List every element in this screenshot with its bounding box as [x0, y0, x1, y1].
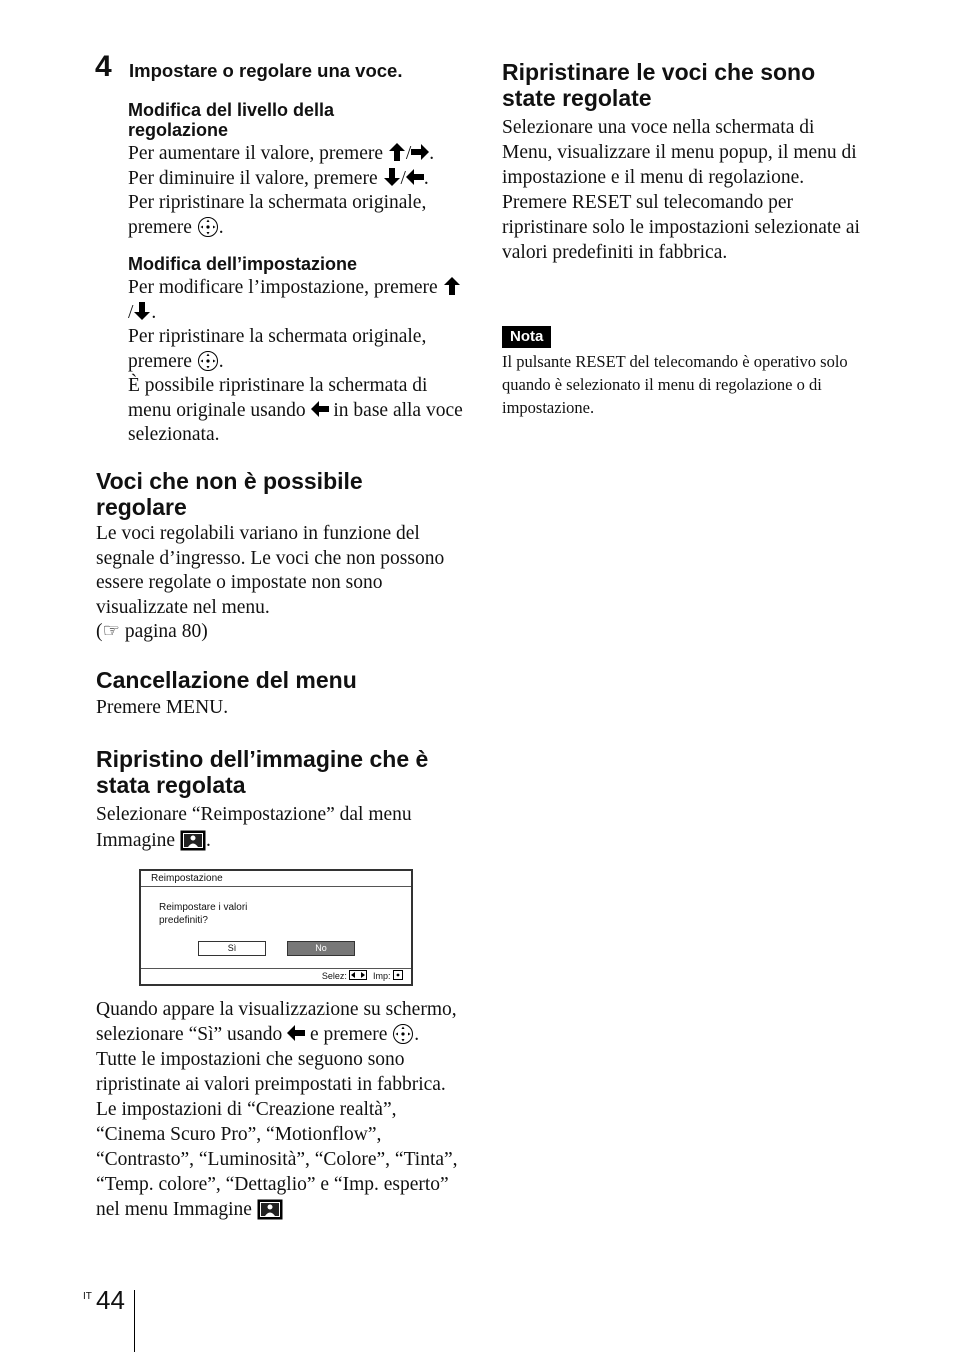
enter-button-icon: [392, 1023, 414, 1045]
ripristino-settings-list: Le impostazioni di “Creazione realtà”, “Cinema Scuro Pro”, “Motionflow”, “Contrasto”, “Luminosità”, “Colore”, “Tinta”, “Temp. colore”, “Dettaglio” e “Imp. esperto” nel menu Immagine: [96, 1099, 458, 1220]
enter-button-icon: [197, 216, 219, 238]
ripristino-after: [96, 997, 458, 1222]
footer-select-label: Selez:: [321, 971, 347, 981]
restore-menu-text-end: in base alla voce selezionata.: [128, 399, 463, 445]
ripristino-after-text: Quando appare la visualizzazione su schermo, selezionare “Sì” usando: [96, 999, 457, 1045]
restore-screen-period: .: [218, 350, 224, 372]
arrow-left-icon: [406, 168, 424, 186]
select-arrows-icon: [349, 970, 367, 980]
arrow-left-icon: [287, 1024, 305, 1042]
page-reference: [96, 620, 462, 645]
sub-heading-setting: Modifica dell’impostazione: [128, 254, 358, 274]
section-body-ripristinare-voci: [502, 115, 862, 265]
note-label: Nota: [502, 326, 551, 348]
arrow-down-icon: [133, 302, 151, 320]
reset-dialog: [139, 869, 413, 986]
arrow-up-icon: [443, 277, 461, 295]
dialog-question: [159, 901, 247, 927]
step-title: Impostare o regolare una voce.: [129, 60, 403, 81]
sub-level-body: Per aumentare il valore, premere / . Per diminuire il valore, premere / . Per ripristinare la schermata originale, premere .: [128, 143, 435, 238]
change-setting-text: Per modificare l’impostazione, premere: [128, 277, 438, 298]
arrow-down-icon: [383, 168, 401, 186]
restore-menu-text: È possibile ripristinare la schermata di menu originale usando: [128, 375, 428, 421]
ripristino-factory-text: Tutte le impostazioni che seguono sono ripristinate ai valori preimpostati in fabbrica.: [96, 1049, 446, 1095]
section-body-cancellazione: Premere MENU.: [96, 697, 229, 718]
dialog-footer: [141, 968, 411, 983]
dialog-title: Reimpostazione: [141, 871, 411, 887]
step-number: 4: [95, 50, 112, 83]
arrow-left-icon: [311, 400, 329, 418]
section-heading-ripristinare-voci: Ripristinare le voci che sono state regolate: [502, 59, 816, 111]
ripristino-intro-text: Selezionare “Reimpostazione” dal menu Immagine: [96, 804, 412, 851]
reference-hand-icon: ☞: [102, 621, 120, 642]
dialog-question-line1: Reimpostare i valori: [159, 902, 248, 913]
footer-enter-label: Imp:: [372, 971, 391, 981]
decrease-period: .: [423, 167, 429, 189]
increase-text: Per aumentare il valore, premere: [128, 143, 383, 164]
sub-heading-level: Modifica del livello della regolazione: [128, 100, 335, 140]
arrow-up-icon: [388, 143, 406, 161]
ref-page-text: pagina 80): [119, 621, 208, 642]
after-period: .: [414, 1024, 420, 1045]
ripristinare-para1: Selezionare una voce nella schermata di Menu, visualizzare il menu popup, il menu di impostazione e il menu di regolazione.: [502, 117, 857, 188]
note-text: Il pulsante RESET del telecomando è operativo solo quando è selezionato il menu di regolazione o di impostazione.: [502, 352, 848, 417]
section-body-non-regolabili: [96, 522, 462, 645]
restore-text: Per ripristinare la schermata originale, premere: [128, 192, 427, 238]
non-regolabili-text: Le voci regolabili variano in funzione del segnale d’ingresso. Le voci che non possono essere regolate o impostate non sono visualizzate nel menu.: [96, 523, 445, 618]
yes-button[interactable]: Sì: [198, 941, 266, 956]
enter-button-icon: [197, 350, 219, 372]
ref-open: (: [96, 621, 103, 642]
intro-period: .: [205, 830, 211, 851]
language-code: IT: [83, 1291, 92, 1302]
no-button[interactable]: No: [287, 941, 355, 956]
enter-button-icon: [393, 970, 403, 980]
image-menu-icon: [180, 830, 206, 851]
page-number-rule: [134, 1290, 135, 1352]
restore-period: .: [218, 216, 224, 238]
sub-setting-body: Per modificare l’impostazione, premere / . Per ripristinare la schermata originale, premere . È possibile ripristinare la schermata di menu originale usando in base alla voce selezionata.: [128, 277, 463, 445]
dialog-question-line2: predefiniti?: [159, 915, 208, 926]
section-heading-ripristino: Ripristino dell’immagine che è stata regolata: [96, 746, 429, 798]
section-heading-non-regolabili: Voci che non è possibile regolare: [96, 468, 363, 520]
ripristino-after-mid: e premere: [310, 1024, 388, 1045]
decrease-text: Per diminuire il valore, premere: [128, 167, 378, 189]
restore-screen-text: Per ripristinare la schermata originale, premere: [128, 326, 427, 372]
section-heading-cancellazione: Cancellazione del menu: [96, 667, 357, 693]
page-number: 44: [96, 1285, 125, 1315]
ripristino-intro: [96, 802, 462, 854]
arrow-right-icon: [411, 143, 429, 161]
increase-period: .: [429, 143, 435, 164]
ripristinare-para2: Premere RESET sul telecomando per ripristinare solo le impostazioni selezionate ai valori predefiniti in fabbrica.: [502, 192, 860, 263]
image-menu-icon: [257, 1199, 283, 1220]
change-setting-period: .: [151, 301, 157, 323]
